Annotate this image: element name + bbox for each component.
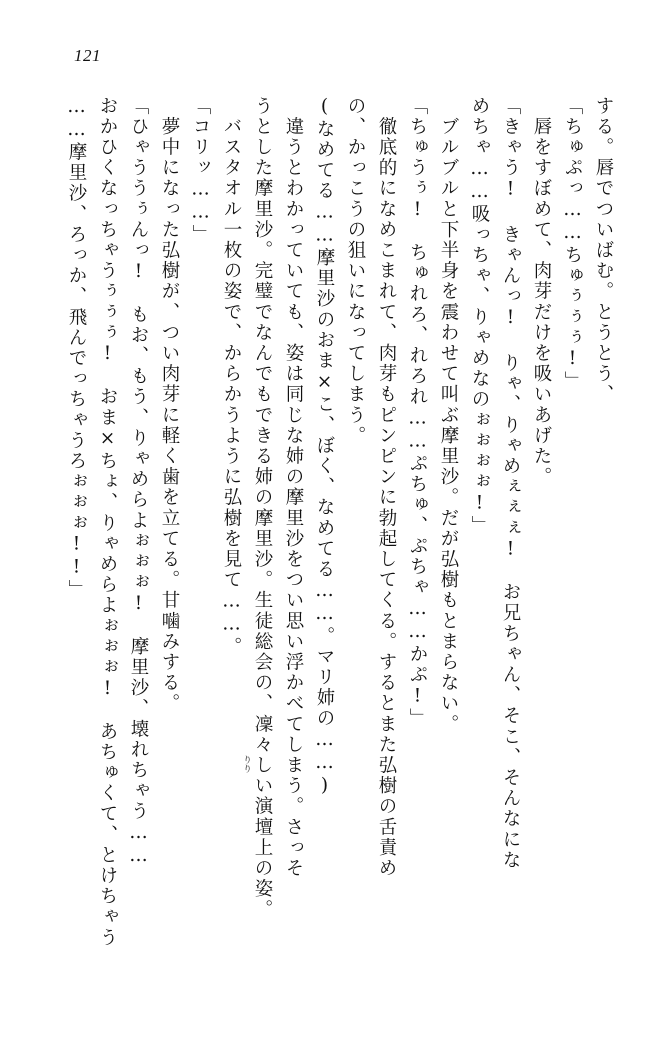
text-line: 夢中になった弘樹が、つい肉芽に軽く歯を立てる。甘噛みする。 [159,96,180,714]
text-line: めちゃ……吸っちゃ、りゃめなのぉぉぉぉ!」 [469,96,490,537]
text-line: おかひくなっちゃうぅぅぅ! おま×ちょ、りゃめらよぉぉぉ! あちゅくて、とけちゃう [97,96,118,949]
text-line: 違うとわかっていても、姿は同じな姉の摩里沙をつい思い浮かべてしまう。さっそ [283,96,304,879]
text-line: 「ひゃううぅんっ! もお、もう、りゃめらよぉぉぉ! 摩里沙、壊れちゃう…… [128,96,149,869]
text-line: 「きゃう! きゃんっ! りゃ、りゃめぇぇぇ! お兄ちゃん、そこ、そんなにな [500,96,521,871]
text-line: の、かっこうの狙いになってしまう。 [345,96,366,447]
text-line: ……摩里沙、ろっか、飛んでっちゃうろぉぉぉ!!」 [66,96,87,601]
text-line: うとした摩里沙。完璧でなんでもできる姉の摩里沙。生徒総会の、凜々 りり しい演壇上の姿。 [241,96,273,921]
text-line: 「ちゅうぅ! ちゅれろ、れろれ……ぷちゅ、ぷちゃ……かぷ!」 [407,96,428,729]
ruby-reading: りり [241,755,251,774]
page-number: 121 [74,46,101,65]
text-line: 徹底的になめこまれて、肉芽もピンピンに勃起してくる。するとまた弘樹の舌責め [376,96,397,879]
text-line: 「ちゅぷっ……ちゅぅぅぅ!」 [562,96,583,392]
text-line: 唇をすぼめて、肉芽だけを吸いあげた。 [531,96,552,488]
text-line: ブルブルと下半身を震わせて叫ぶ摩里沙。だが弘樹もとまらない。 [438,96,459,735]
text-line: する。唇でついばむ。とうとう、 [593,96,614,405]
text-line: (なめてる……摩里沙のおま×こ、ぼく、なめてる……。マリ姉の……) [314,96,335,799]
ruby-base: 凜々 りり [241,714,273,774]
vertical-text-body [46,96,612,1004]
text-line: バスタオル一枚の姿で、からかうように弘樹を見て……。 [221,96,242,658]
text-line: 「コリッ……」 [190,96,211,246]
